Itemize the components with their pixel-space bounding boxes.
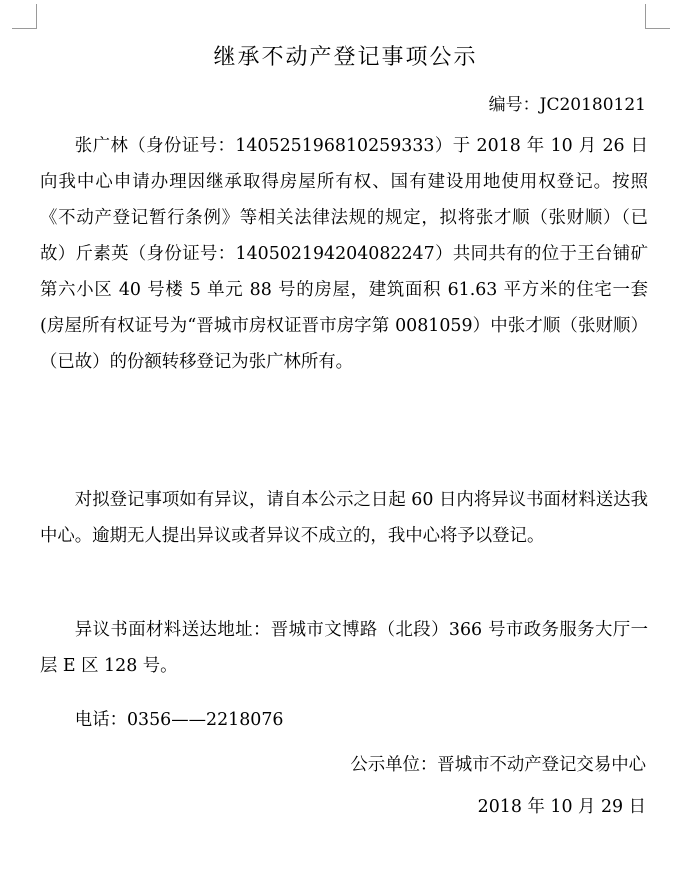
crop-mark-top-left xyxy=(12,4,37,29)
issuing-organization: 公示单位：晋城市不动产登记交易中心 xyxy=(350,755,646,775)
crop-mark-top-right xyxy=(645,4,670,29)
paragraph-objection: 对拟登记事项如有异议，请自本公示之日起 60 日内将异议书面材料送达我中心。逾期无人提出异议或者异议不成立的，我中心将予以登记。 xyxy=(40,490,648,546)
document-title: 继承不动产登记事项公示 xyxy=(213,45,478,70)
issue-date: 2018 年 10 月 29 日 xyxy=(477,797,646,817)
document-number: 编号：JC20180121 xyxy=(488,95,646,115)
paragraph-application: 张广林（身份证号：140525196810259333）于 2018 年 10 月 26 日向我中心申请办理因继承取得房屋所有权、国有建设用地使用权登记。按照《不动产登记暂行条例》等相关法律法规的规定，拟将张才顺（张财顺）（已故）斤素英（身份证号：140502194204082247）共同共有的位于王台铺矿第六小区 40 号楼 5 单元 88 号的房屋，建筑面积 61.63 平方米的住宅一套(房屋所有权证号为“晋城市房权证晋市房字第 0081059）中张才顺（张财顺）（已故）的份额转移登记为张广林所有。 xyxy=(40,136,648,372)
paragraph-address: 异议书面材料送达地址：晋城市文博路（北段）366 号市政务服务大厅一层 E 区 128 号。 xyxy=(40,620,648,676)
paragraph-phone: 电话：0356——2218076 xyxy=(74,710,284,730)
